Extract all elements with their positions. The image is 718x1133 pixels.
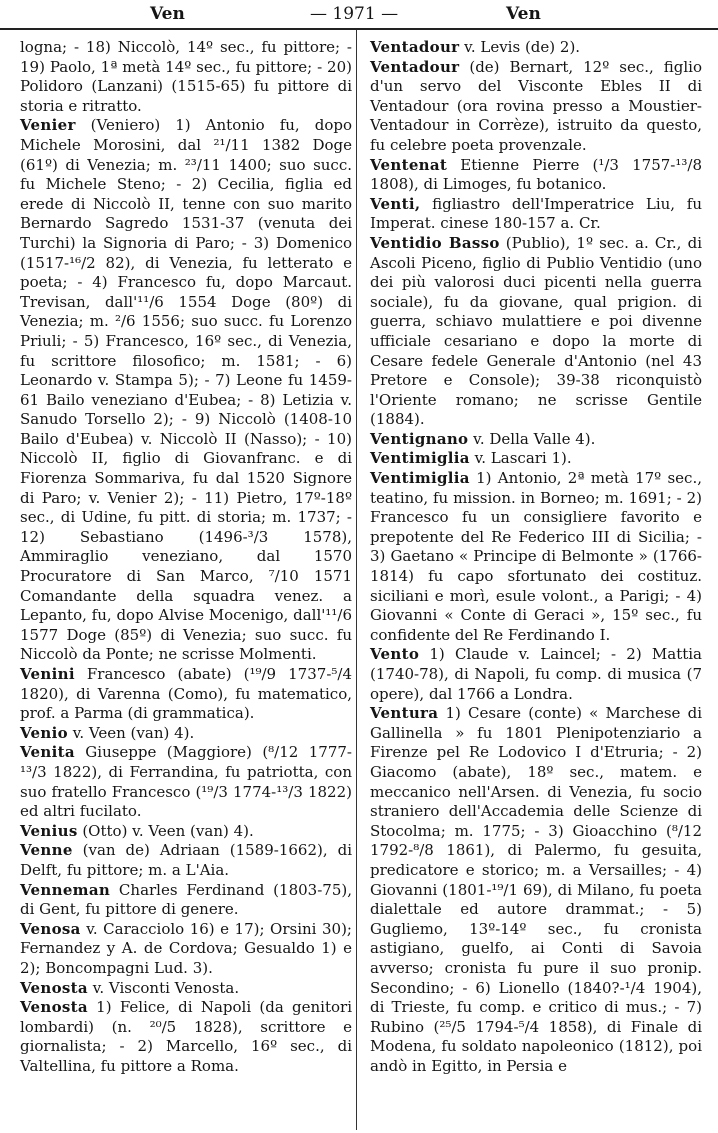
entry-headword: Ventimiglia: [370, 469, 470, 488]
entry-text: (Otto) v. Veen (van) 4).: [77, 821, 254, 840]
dictionary-entry: [370, 156, 702, 195]
left-column: [20, 38, 352, 1076]
entry-headword: Ventadour: [370, 38, 460, 56]
entry-text: v. Della Valle 4).: [468, 429, 596, 448]
entry-headword: Venio: [20, 723, 68, 742]
entry-headword: Ventura: [370, 704, 439, 723]
entry-text: (Publio), 1º sec. a. Cr., di Ascoli Piceno, figlio di Publio Ventidio (uno dei più valorosi duci picenti nella guerra sociale), fu da giovane, qual prigion. di guerra, schiavo mulattiere e poi divenne ufficiale cesariano e dopo la morte di Cesare fedele Generale d'Antonio (nel 43 Pretore e Console); 39-38 riconquistò l'Oriente romano; ne scrisse Gentile (1884).: [370, 233, 702, 429]
dictionary-entry: [20, 743, 352, 821]
dictionary-entry: [20, 920, 352, 979]
entry-text: Francesco (abate) (¹⁹/9 1737-⁵/4 1820), di Varenna (Como), fu matematico, prof. a Parma (di grammatica).: [20, 665, 352, 723]
dictionary-entry: [370, 645, 702, 704]
page-number: — 1971 —: [310, 4, 399, 24]
entry-text: (Veniero) 1) Antonio fu, dopo Michele Morosini, dal ²¹/11 1382 Doge (61º) di Venezia; m. ²³/11 1400; suo succ. fu Michele Steno; - 2) Cecilia, figlia ed erede di Niccolò II, tenne con suo marito Bernardo Sagredo 1531-37 (venuta dei Turchi) la Signoria di Paro; - 3) Domenico (1517-¹⁶/2 82), di Venezia, fu letterato e poeta; - 4) Francesco fu, dopo Marcaut. Trevisan, dall'¹¹/6 1554 Doge (80º) di Venezia; m. ²/6 1556; suo succ. fu Lorenzo Priuli; - 5) Francesco, 16º sec., di Venezia, fu scrittore filosofico; m. 1581; - 6) Leonardo v. Stampa 5); - 7) Leone fu 1459-61 Bailo veneziano d'Eubea; - 8) Letizia v. Sanudo Torsello 2); - 9) Niccolò (1408-10 Bailo d'Eubea) v. Niccolò II (Nasso); - 10) Niccolò II, figlio di Giovanfranc. e di Fiorenza Sommariva, fu dal 1520 Signore di Paro; v. Venier 2); - 11) Pietro, 17º-18º sec., di Udine, fu pitt. di storia; m. 1737; - 12) Sebastiano (1496-³/3 1578), Ammiraglio veneziano, dal 1570 Procuratore di San Marco, ⁷/10 1571 Comandante della squadra venez. a Lepanto, fu, dopo Alvise Mocenigo, dall'¹¹/6 1577 Doge (85º) di Venezia; suo succ. fu Niccolò da Ponte; ne scrisse Molmenti.: [20, 116, 352, 664]
dictionary-entry: [370, 38, 702, 58]
entry-headword: Venier: [20, 116, 76, 135]
entry-text: (van de) Adriaan (1589-1662), di Delft, fu pittore; m. a L'Aia.: [20, 841, 352, 879]
entry-text: v. Caracciolo 16) e 17); Orsini 30); Fernandez y A. de Cordova; Gesualdo 1) e 2); Boncompagni Lud. 3).: [20, 919, 352, 977]
entry-headword: Venne: [20, 841, 73, 860]
entry-text: (de) Bernart, 12º sec., figlio d'un servo del Visconte Ebles II di Ventadour (ora rovina presso a Moustier-Ventadour in Corrèze), istruito da questo, fu celebre poeta provenzale.: [370, 57, 702, 154]
entry-text: 1) Claude v. Laincel; - 2) Mattia (1740-78), di Napoli, fu comp. di musica (7 opere), dal 1766 a Londra.: [370, 645, 702, 703]
dictionary-entry: [20, 665, 352, 724]
entry-headword: Ventimiglia: [370, 449, 470, 468]
dictionary-entry: [20, 998, 352, 1076]
column-divider: [356, 30, 357, 1130]
dictionary-entry: [20, 881, 352, 920]
entry-text: 1) Cesare (conte) « Marchese di Gallinella » fu 1801 Plenipotenziario a Firenze pel Re Lodovico I d'Etruria; - 2) Giacomo (abate), 18º sec., matem. e meccanico nell'Arsen. di Venezia, fu socio straniero dell'Accademia delle Scienze di Stocolma; m. 1775; - 3) Gioacchino (⁸/12 1792-⁸/8 1861), di Palermo, fu gesuita, predicatore e storico; m. a Versailles; - 4) Giovanni (1801-¹⁹/1 69), di Milano, fu poeta dialettale ed autore drammat.; - 5) Gugliemo, 13º-14º sec., fu cronista astigiano, guelfo, ai Conti di Savoia avverso; cronista fu pure il suo pronip. Secondino; - 6) Lionello (1840?-¹/4 1904), di Trieste, fu comp. e critico di mus.; - 7) Rubino (²⁵/5 1794-⁵/4 1858), di Finale di Modena, fu soldato napoleonico (1812), poi andò in Egitto, in Persia e: [370, 704, 702, 1075]
entry-headword: Ventignano: [370, 429, 469, 448]
entry-headword: Venosta: [20, 998, 88, 1017]
header-left-guideword: Ven: [150, 4, 185, 24]
entry-text: v. Visconti Venosta.: [87, 978, 240, 997]
entry-headword: Venosta: [20, 978, 88, 997]
entry-text: Charles Ferdinand (1803-75), di Gent, fu pittore di genere.: [20, 880, 352, 919]
dictionary-entry: [20, 841, 352, 880]
entry-headword: Vento: [370, 645, 420, 664]
entry-text: v. Lascari 1).: [469, 449, 572, 468]
dictionary-entry: [20, 822, 352, 842]
header-right-guideword: Ven: [506, 4, 541, 24]
dictionary-entry: [370, 469, 702, 645]
entry-headword: Ventenat: [370, 155, 448, 174]
page-header: [0, 0, 718, 30]
entry-text: 1) Felice, di Napoli (da genitori lombardi) (n. ²⁰/5 1828), scrittore e giornalista; - 2) Marcello, 16º sec., di Valtellina, fu pittore a Roma.: [20, 998, 352, 1075]
dictionary-entry: [370, 430, 702, 450]
dictionary-entry: [370, 449, 702, 469]
entry-text: Etienne Pierre (¹/3 1757-¹³/8 1808), di Limoges, fu botanico.: [370, 155, 702, 194]
entry-text: Giuseppe (Maggiore) (⁸/12 1777-¹³/3 1822), di Ferrandina, fu patriotta, con suo fratello Francesco (¹⁹/3 1774-¹³/3 1822) ed altri fucilato.: [20, 743, 352, 821]
dictionary-entry: [370, 58, 702, 156]
entry-text: 1) Antonio, 2ª metà 17º sec., teatino, fu mission. in Borneo; m. 1691; - 2) Francesco fu un consigliere favorito e prepotente del Re Federico III di Sicilia; - 3) Gaetano « Principe di Belmonte » (1766-1814) fu capo sfortunato dei costituz. siciliani e morì, esule volont., a Parigi; - 4) Giovanni « Conte di Geraci », 15º sec., fu confidente del Re Ferdinando I.: [370, 469, 702, 644]
entry-headword: Venius: [20, 821, 78, 840]
entry-headword: Venneman: [20, 880, 111, 899]
entry-headword: Venti,: [370, 194, 421, 213]
dictionary-entry: [370, 195, 702, 234]
dictionary-entry: [370, 704, 702, 1076]
header-rule: [0, 28, 718, 30]
dictionary-entry: [20, 979, 352, 999]
dictionary-entry: [20, 724, 352, 744]
dictionary-entry: [20, 38, 352, 116]
entry-text: v. Levis (de) 2).: [459, 38, 581, 56]
entry-headword: Venosa: [20, 919, 81, 938]
entry-headword: Ventidio Basso: [370, 233, 500, 252]
entry-text: figliastro dell'Imperatrice Liu, fu Imperat. cinese 180-157 a. Cr.: [370, 194, 702, 233]
dictionary-entry: [370, 234, 702, 430]
entry-text: v. Veen (van) 4).: [67, 723, 195, 742]
entry-headword: Venini: [20, 665, 75, 683]
right-column: [370, 38, 702, 1076]
entry-headword: Venita: [20, 743, 75, 762]
dictionary-entry: [20, 116, 352, 665]
entry-text: logna; - 18) Niccolò, 14º sec., fu pittore; - 19) Paolo, 1ª metà 14º sec., fu pittore; - 20) Polidoro (Lanzani) (1515-65) fu pittore di storia e ritratto.: [20, 38, 352, 115]
entry-headword: Ventadour: [370, 57, 460, 76]
